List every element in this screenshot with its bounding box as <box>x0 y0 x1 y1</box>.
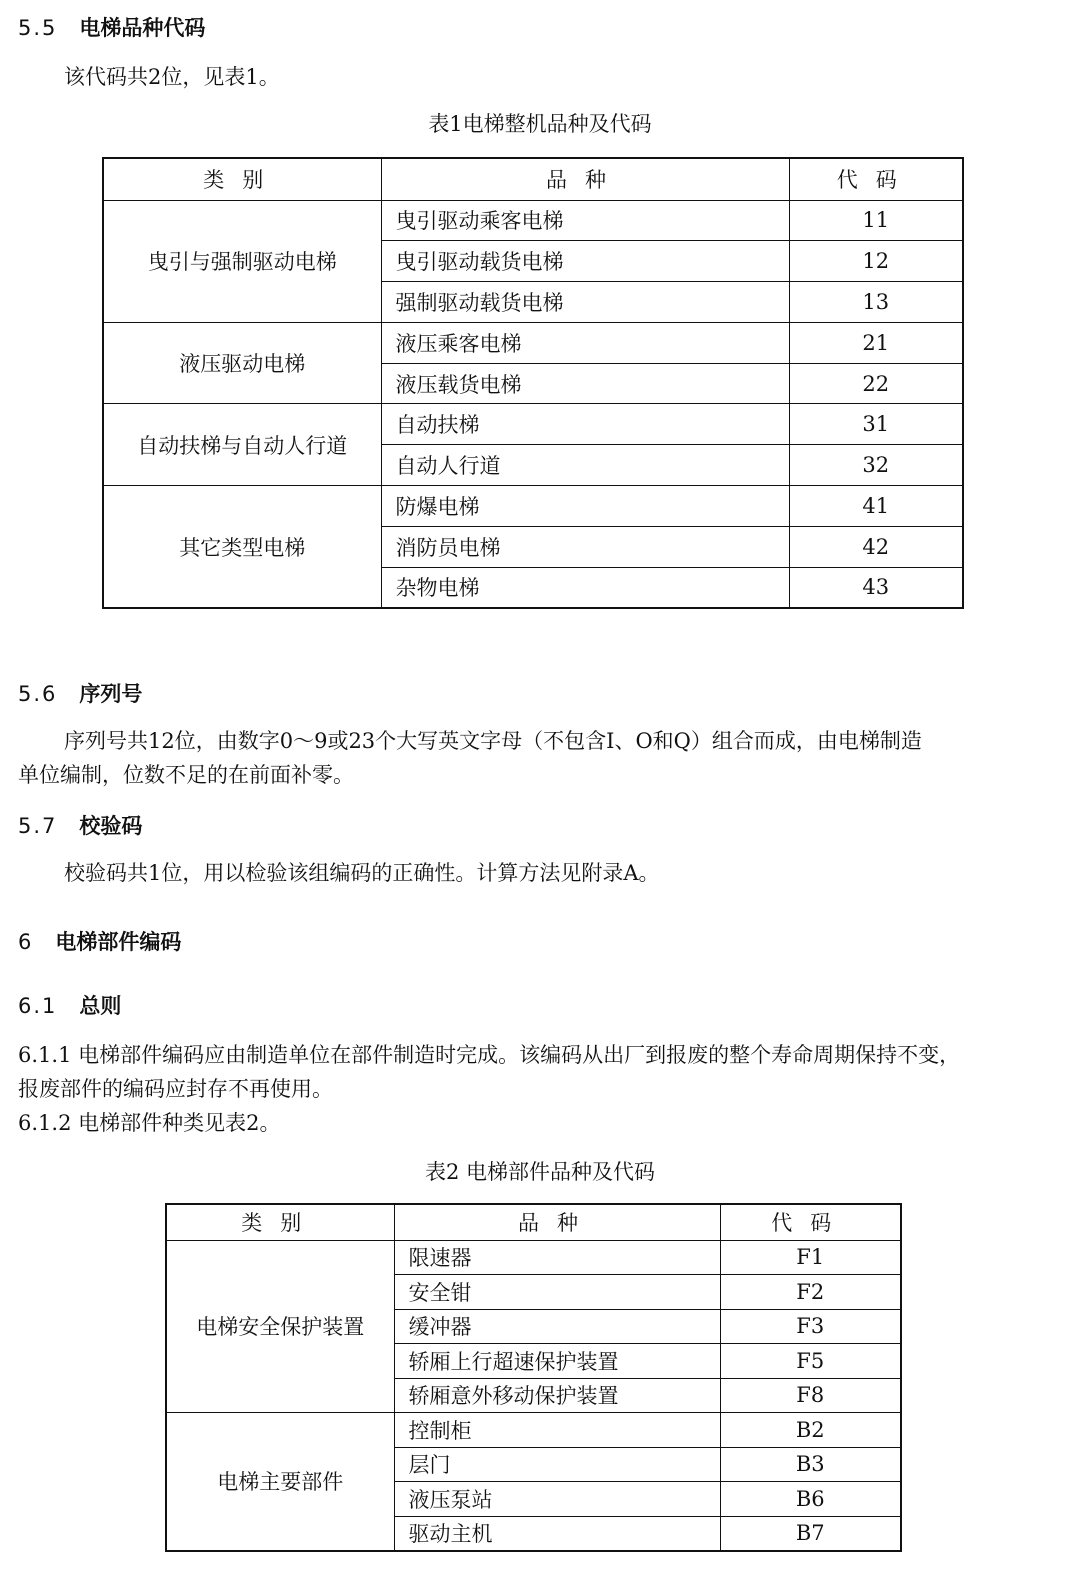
section-5-7-heading <box>18 810 142 840</box>
header-category: 类别 <box>103 158 381 200</box>
category-cell: 液压驱动电梯 <box>103 322 381 404</box>
variety-cell: 杂物电梯 <box>381 567 789 608</box>
variety-cell: 曳引驱动乘客电梯 <box>381 200 789 241</box>
table-1-caption: 表1电梯整机品种及代码 <box>428 112 652 136</box>
code-cell: B2 <box>720 1413 901 1448</box>
variety-cell: 液压载货电梯 <box>381 363 789 404</box>
paragraph-5-6-line-2: 单位编制，位数不足的在前面补零。 <box>18 763 354 787</box>
section-6-1-heading <box>18 990 121 1020</box>
header-variety: 品种 <box>394 1204 720 1240</box>
table-1 <box>102 157 964 609</box>
variety-cell: 液压泵站 <box>394 1482 720 1517</box>
variety-cell: 液压乘客电梯 <box>381 322 789 363</box>
code-cell: F5 <box>720 1344 901 1379</box>
code-cell: 43 <box>789 567 963 608</box>
section-title: 电梯品种代码 <box>79 16 206 40</box>
section-number: 6.1 <box>18 994 58 1018</box>
code-cell: B7 <box>720 1516 901 1551</box>
section-5-6-heading <box>18 678 142 708</box>
category-cell: 曳引与强制驱动电梯 <box>103 200 381 322</box>
variety-cell: 轿厢上行超速保护装置 <box>394 1344 720 1379</box>
code-cell: F8 <box>720 1378 901 1413</box>
category-cell: 自动扶梯与自动人行道 <box>103 404 381 486</box>
category-cell: 其它类型电梯 <box>103 486 381 608</box>
variety-cell: 自动扶梯 <box>381 404 789 445</box>
code-cell: 21 <box>789 322 963 363</box>
section-number: 5.5 <box>18 16 58 40</box>
section-title: 电梯部件编码 <box>55 930 182 954</box>
paragraph-5-5: 该代码共2位，见表1。 <box>64 65 280 89</box>
code-cell: F1 <box>720 1240 901 1275</box>
category-cell: 电梯安全保护装置 <box>166 1240 394 1413</box>
paragraph-6-1-1-line-2: 报废部件的编码应封存不再使用。 <box>18 1077 333 1101</box>
table-header-row <box>166 1204 901 1240</box>
section-5-5-heading <box>18 12 205 42</box>
paragraph-5-7: 校验码共1位，用以检验该组编码的正确性。计算方法见附录A。 <box>64 861 660 885</box>
section-number: 6 <box>18 930 34 954</box>
header-code: 代码 <box>789 158 963 200</box>
code-cell: 41 <box>789 486 963 527</box>
header-variety: 品种 <box>381 158 789 200</box>
variety-cell: 消防员电梯 <box>381 526 789 567</box>
code-cell: 31 <box>789 404 963 445</box>
header-code: 代码 <box>720 1204 901 1240</box>
paragraph-6-1-2: 6.1.2 电梯部件种类见表2。 <box>18 1111 281 1135</box>
header-category: 类别 <box>166 1204 394 1240</box>
section-number: 5.7 <box>18 814 58 838</box>
code-cell: 42 <box>789 526 963 567</box>
section-6-heading <box>18 926 181 956</box>
code-cell: 32 <box>789 445 963 486</box>
table-row <box>166 1413 901 1448</box>
variety-cell: 轿厢意外移动保护装置 <box>394 1378 720 1413</box>
category-cell: 电梯主要部件 <box>166 1413 394 1551</box>
table-2 <box>165 1203 902 1552</box>
variety-cell: 强制驱动载货电梯 <box>381 282 789 323</box>
variety-cell: 自动人行道 <box>381 445 789 486</box>
code-cell: B6 <box>720 1482 901 1517</box>
variety-cell: 驱动主机 <box>394 1516 720 1551</box>
variety-cell: 层门 <box>394 1447 720 1482</box>
section-title: 校验码 <box>79 814 143 838</box>
variety-cell: 曳引驱动载货电梯 <box>381 241 789 282</box>
code-cell: 11 <box>789 200 963 241</box>
variety-cell: 缓冲器 <box>394 1309 720 1344</box>
table-row <box>166 1240 901 1275</box>
code-cell: 13 <box>789 282 963 323</box>
paragraph-5-6-line-1: 序列号共12位，由数字0～9或23个大写英文字母（不包含I、O和Q）组合而成，由电梯制造 <box>64 729 922 753</box>
section-title: 序列号 <box>79 682 143 706</box>
table-row <box>103 322 963 363</box>
table-2-caption: 表2 电梯部件品种及代码 <box>424 1160 656 1184</box>
table-row <box>103 404 963 445</box>
code-cell: 12 <box>789 241 963 282</box>
code-cell: F3 <box>720 1309 901 1344</box>
code-cell: B3 <box>720 1447 901 1482</box>
variety-cell: 安全钳 <box>394 1275 720 1310</box>
variety-cell: 控制柜 <box>394 1413 720 1448</box>
table-row <box>103 200 963 241</box>
table-row <box>103 486 963 527</box>
section-title: 总则 <box>79 994 122 1018</box>
variety-cell: 限速器 <box>394 1240 720 1275</box>
paragraph-6-1-1-line-1: 6.1.1 电梯部件编码应由制造单位在部件制造时完成。该编码从出厂到报废的整个寿命周期保持不变， <box>18 1043 961 1067</box>
code-cell: F2 <box>720 1275 901 1310</box>
table-header-row <box>103 158 963 200</box>
section-number: 5.6 <box>18 682 58 706</box>
code-cell: 22 <box>789 363 963 404</box>
variety-cell: 防爆电梯 <box>381 486 789 527</box>
